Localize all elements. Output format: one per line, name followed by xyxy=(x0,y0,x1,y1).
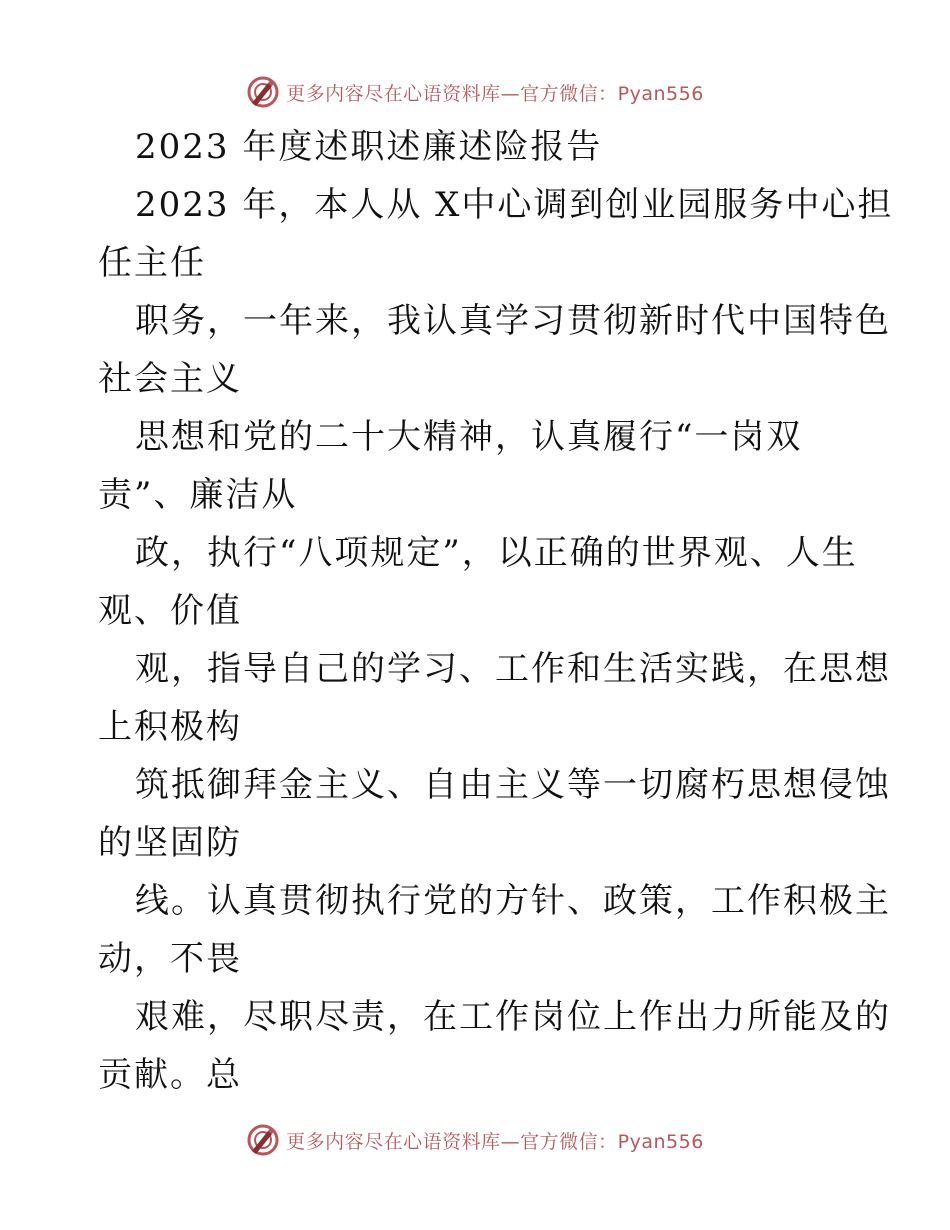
header-watermark-banner xyxy=(0,72,950,112)
body-line: 思想和党的二十大精神，认真履行“一岗双 xyxy=(135,417,803,457)
body-line: 线。认真贯彻执行党的方针、政策，工作积极主 xyxy=(135,881,891,921)
footer-watermark-banner xyxy=(0,1120,950,1160)
body-line: 贡献。总 xyxy=(98,1055,242,1095)
pen-circle-logo-icon xyxy=(246,75,280,109)
body-line: 动，不畏 xyxy=(98,939,242,979)
document-title: 2023 年度述职述廉述险报告 xyxy=(135,127,603,167)
body-line: 艰难，尽职尽责，在工作岗位上作出力所能及的 xyxy=(135,997,891,1037)
footer-watermark-text: 更多内容尽在心语资料库—官方微信：Pyan556 xyxy=(286,1130,704,1153)
body-line: 筑抵御拜金主义、自由主义等一切腐朽思想侵蚀 xyxy=(135,765,891,805)
body-line: 社会主义 xyxy=(98,359,242,399)
body-line: 的坚固防 xyxy=(98,823,242,863)
body-line: 上积极构 xyxy=(98,707,242,747)
body-line: 任主任 xyxy=(98,243,206,283)
body-line: 观、价值 xyxy=(98,591,242,631)
body-line: 2023 年，本人从 X中心调到创业园服务中心担 xyxy=(135,185,894,225)
body-line: 政，执行“八项规定”，以正确的世界观、人生 xyxy=(135,533,858,573)
header-watermark-text: 更多内容尽在心语资料库—官方微信：Pyan556 xyxy=(286,82,704,105)
pen-circle-logo-icon xyxy=(246,1123,280,1157)
body-line: 观，指导自己的学习、工作和生活实践，在思想 xyxy=(135,649,891,689)
body-line: 职务，一年来，我认真学习贯彻新时代中国特色 xyxy=(135,301,891,341)
body-line: 责”、廉洁从 xyxy=(98,475,298,515)
